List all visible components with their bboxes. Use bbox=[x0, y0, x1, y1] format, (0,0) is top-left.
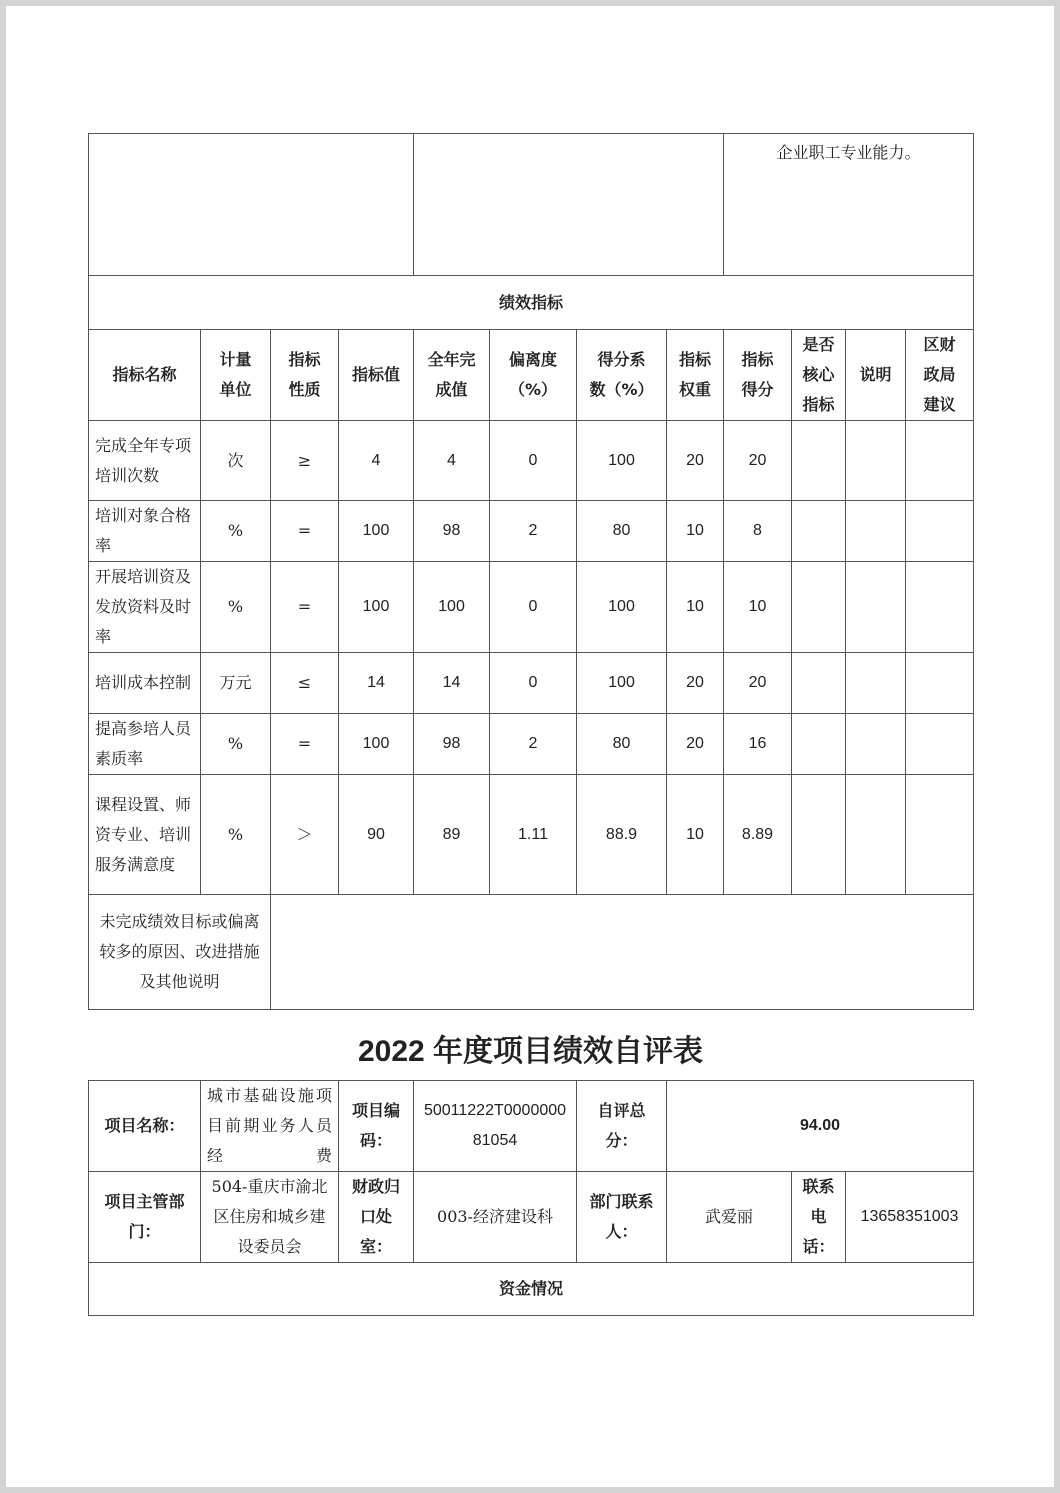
row-actual: 14 bbox=[414, 653, 490, 714]
project-row-1 bbox=[89, 1081, 974, 1172]
row-coef: 80 bbox=[577, 714, 667, 775]
row-core bbox=[792, 714, 846, 775]
row-weight: 20 bbox=[667, 714, 724, 775]
row-deviation: 0 bbox=[490, 562, 577, 653]
row-score: 20 bbox=[724, 653, 792, 714]
phone-label: 联系电话： bbox=[792, 1172, 846, 1263]
phone-value: 13658351003 bbox=[846, 1172, 974, 1263]
project-name-value: 城市基础设施项目前期业务人员经费 bbox=[201, 1081, 339, 1172]
header-note: 说明 bbox=[846, 330, 906, 421]
row-deviation: 1.11 bbox=[490, 775, 577, 895]
top-cell-middle bbox=[414, 134, 724, 276]
row-unit: 万元 bbox=[201, 653, 271, 714]
table-row bbox=[89, 714, 974, 775]
row-core bbox=[792, 421, 846, 501]
header-deviation: 偏离度 （%） bbox=[490, 330, 577, 421]
row-deviation: 0 bbox=[490, 421, 577, 501]
row-coef: 100 bbox=[577, 562, 667, 653]
row-target: 90 bbox=[339, 775, 414, 895]
row-deviation: 2 bbox=[490, 501, 577, 562]
row-weight: 20 bbox=[667, 653, 724, 714]
project-code-value: 50011222T000000081054 bbox=[414, 1081, 577, 1172]
header-nature: 指标 性质 bbox=[271, 330, 339, 421]
row-unit: % bbox=[201, 775, 271, 895]
row-nature: = bbox=[271, 714, 339, 775]
row-weight: 10 bbox=[667, 775, 724, 895]
top-cell-left bbox=[89, 134, 414, 276]
row-actual: 100 bbox=[414, 562, 490, 653]
header-advice: 区财 政局 建议 bbox=[906, 330, 974, 421]
row-coef: 100 bbox=[577, 653, 667, 714]
finance-office-value: 003-经济建设科 bbox=[414, 1172, 577, 1263]
row-note bbox=[846, 501, 906, 562]
contact-label: 部门联系人： bbox=[577, 1172, 667, 1263]
header-target: 指标值 bbox=[339, 330, 414, 421]
row-advice bbox=[906, 421, 974, 501]
table-row bbox=[89, 653, 974, 714]
row-core bbox=[792, 562, 846, 653]
row-target: 100 bbox=[339, 714, 414, 775]
row-nature: ＞ bbox=[271, 775, 339, 895]
header-score: 指标 得分 bbox=[724, 330, 792, 421]
row-unit: % bbox=[201, 501, 271, 562]
header-core: 是否 核心 指标 bbox=[792, 330, 846, 421]
row-weight: 10 bbox=[667, 501, 724, 562]
row-name: 完成全年专项培训次数 bbox=[89, 421, 201, 501]
row-advice bbox=[906, 562, 974, 653]
row-nature: = bbox=[271, 501, 339, 562]
row-name: 课程设置、师资专业、培训服务满意度 bbox=[89, 775, 201, 895]
row-target: 100 bbox=[339, 501, 414, 562]
row-core bbox=[792, 653, 846, 714]
dept-value: 504-重庆市渝北区住房和城乡建设委员会 bbox=[201, 1172, 339, 1263]
perf-header-row bbox=[89, 330, 974, 421]
row-actual: 89 bbox=[414, 775, 490, 895]
unfinished-row bbox=[89, 895, 974, 1010]
header-coef: 得分系 数（%） bbox=[577, 330, 667, 421]
row-core bbox=[792, 501, 846, 562]
row-name: 培训对象合格率 bbox=[89, 501, 201, 562]
row-coef: 100 bbox=[577, 421, 667, 501]
project-code-label: 项目编码： bbox=[339, 1081, 414, 1172]
table-row bbox=[89, 421, 974, 501]
table-row bbox=[89, 501, 974, 562]
row-note bbox=[846, 421, 906, 501]
row-score: 10 bbox=[724, 562, 792, 653]
row-actual: 98 bbox=[414, 501, 490, 562]
row-nature: ≥ bbox=[271, 421, 339, 501]
header-actual: 全年完 成值 bbox=[414, 330, 490, 421]
total-score-label: 自评总分： bbox=[577, 1081, 667, 1172]
row-target: 100 bbox=[339, 562, 414, 653]
top-cell-right: 企业职工专业能力。 bbox=[724, 134, 974, 276]
row-note bbox=[846, 714, 906, 775]
row-note bbox=[846, 562, 906, 653]
row-coef: 80 bbox=[577, 501, 667, 562]
row-actual: 4 bbox=[414, 421, 490, 501]
row-nature: = bbox=[271, 562, 339, 653]
header-weight: 指标 权重 bbox=[667, 330, 724, 421]
row-name: 培训成本控制 bbox=[89, 653, 201, 714]
dept-label: 项目主管部门： bbox=[89, 1172, 201, 1263]
unfinished-label: 未完成绩效目标或偏离较多的原因、改进措施及其他说明 bbox=[89, 895, 271, 1010]
header-name: 指标名称 bbox=[89, 330, 201, 421]
row-nature: ≤ bbox=[271, 653, 339, 714]
row-deviation: 2 bbox=[490, 714, 577, 775]
row-advice bbox=[906, 501, 974, 562]
row-unit: % bbox=[201, 562, 271, 653]
row-advice bbox=[906, 653, 974, 714]
row-score: 16 bbox=[724, 714, 792, 775]
row-weight: 20 bbox=[667, 421, 724, 501]
document-title: 2022 年度项目绩效自评表 bbox=[357, 1035, 704, 1068]
table-row bbox=[89, 775, 974, 895]
funds-section-title: 资金情况 bbox=[89, 1263, 974, 1316]
header-unit: 计量 单位 bbox=[201, 330, 271, 421]
row-advice bbox=[906, 714, 974, 775]
project-row-2 bbox=[89, 1172, 974, 1263]
finance-office-label: 财政归口处室： bbox=[339, 1172, 414, 1263]
row-score: 8 bbox=[724, 501, 792, 562]
row-advice bbox=[906, 775, 974, 895]
contact-value: 武爱丽 bbox=[667, 1172, 792, 1263]
project-table bbox=[88, 1080, 974, 1316]
project-name-label: 项目名称： bbox=[89, 1081, 201, 1172]
row-core bbox=[792, 775, 846, 895]
row-deviation: 0 bbox=[490, 653, 577, 714]
top-continuation-row bbox=[89, 134, 974, 276]
row-weight: 10 bbox=[667, 562, 724, 653]
row-name: 提高参培人员素质率 bbox=[89, 714, 201, 775]
table-row bbox=[89, 562, 974, 653]
row-unit: % bbox=[201, 714, 271, 775]
row-note bbox=[846, 653, 906, 714]
row-note bbox=[846, 775, 906, 895]
row-target: 14 bbox=[339, 653, 414, 714]
performance-table bbox=[88, 133, 974, 1010]
row-coef: 88.9 bbox=[577, 775, 667, 895]
row-actual: 98 bbox=[414, 714, 490, 775]
document-page bbox=[6, 6, 1054, 1487]
unfinished-value bbox=[271, 895, 974, 1010]
perf-section-title: 绩效指标 bbox=[89, 276, 974, 330]
row-score: 8.89 bbox=[724, 775, 792, 895]
row-score: 20 bbox=[724, 421, 792, 501]
total-score-value: 94.00 bbox=[667, 1081, 974, 1172]
row-name: 开展培训资及发放资料及时率 bbox=[89, 562, 201, 653]
row-unit: 次 bbox=[201, 421, 271, 501]
row-target: 4 bbox=[339, 421, 414, 501]
